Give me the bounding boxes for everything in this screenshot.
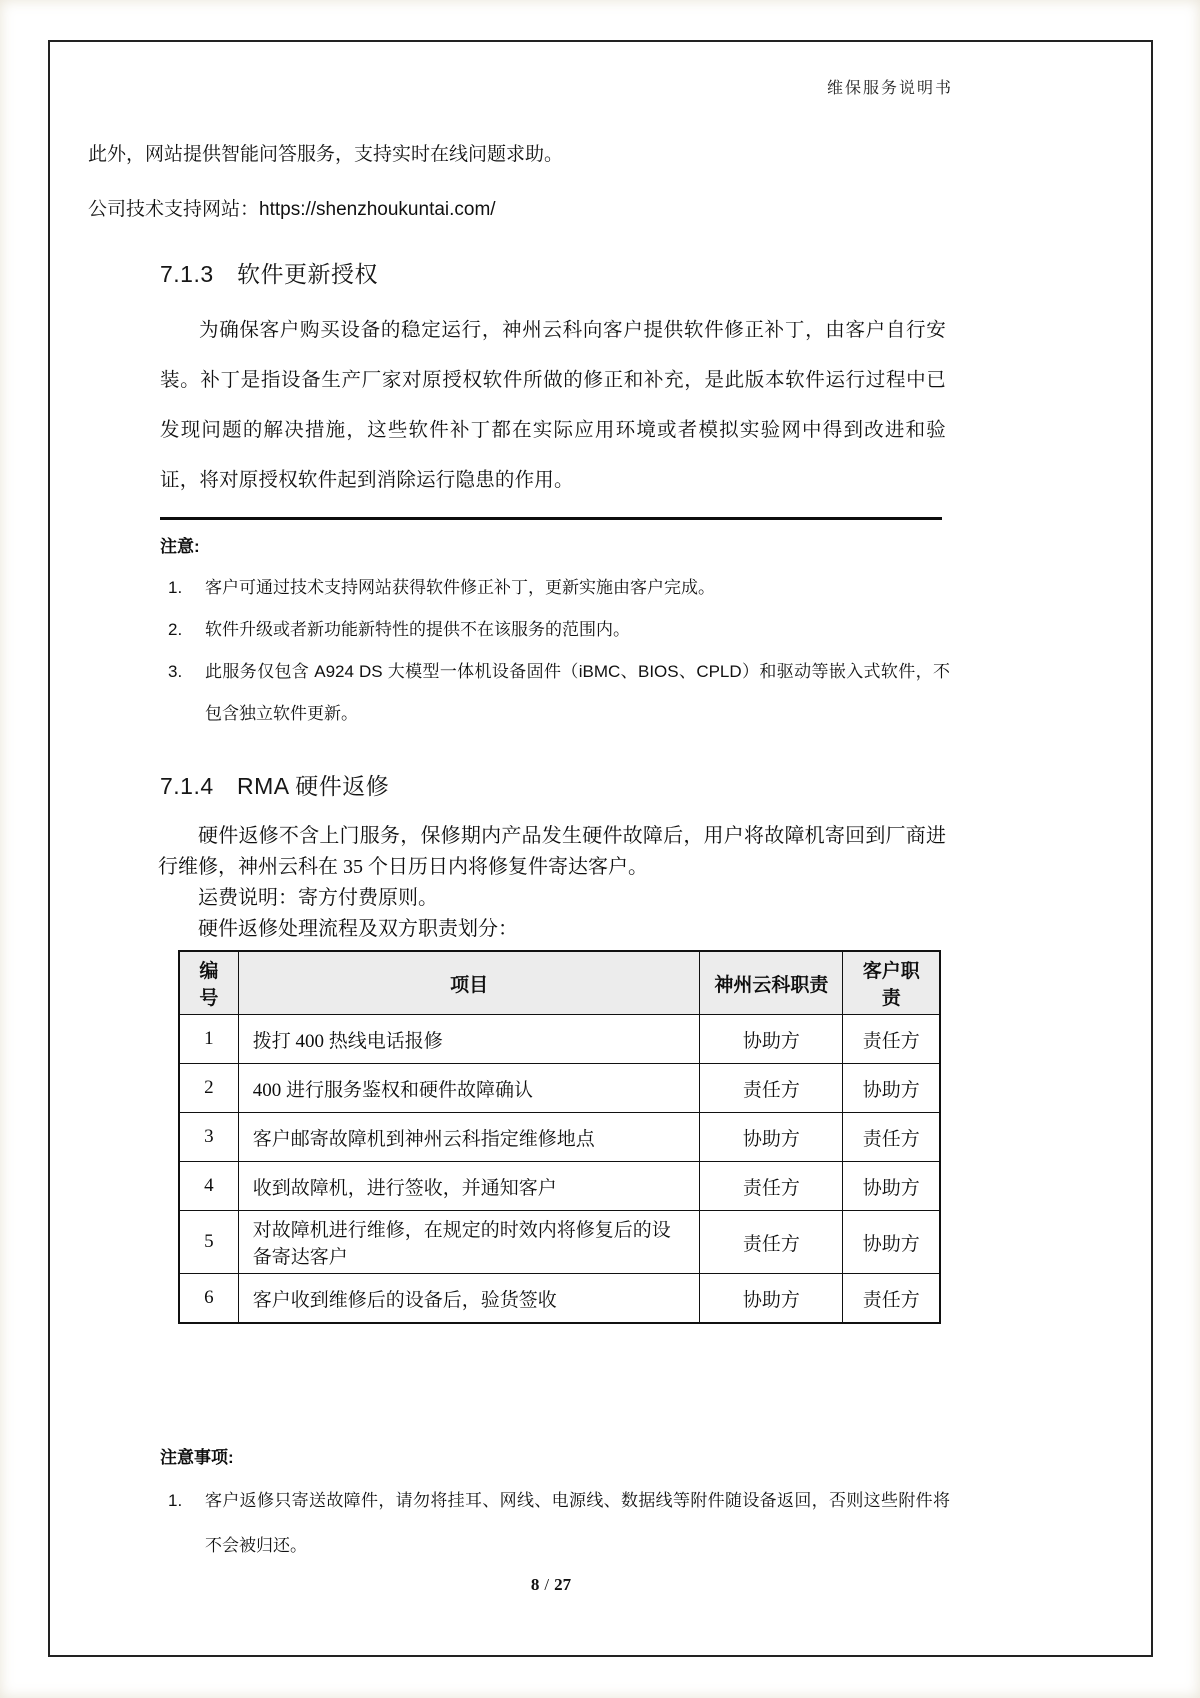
table-header-cell: 编号 [179, 951, 238, 1015]
table-header-cell: 项目 [238, 951, 700, 1015]
note-item-text: 客户可通过技术支持网站获得软件修正补丁，更新实施由客户完成。 [205, 578, 715, 597]
cell-item: 客户邮寄故障机到神州云科指定维修地点 [238, 1113, 700, 1162]
section-heading-714 [160, 771, 1151, 801]
cell-number: 6 [179, 1274, 238, 1324]
table-row [179, 1162, 940, 1211]
heading-title: 软件更新授权 [237, 261, 378, 287]
cell-customer-role: 协助方 [843, 1064, 940, 1113]
table-row [179, 1064, 940, 1113]
table-row [179, 1211, 940, 1274]
cell-customer-role: 协助方 [843, 1211, 940, 1274]
intro-paragraph-2: 公司技术支持网站：https://shenzhoukuntai.com/ [88, 199, 496, 220]
rma-paragraph-1: 硬件返修不含上门服务，保修期内产品发生硬件故障后，用户将故障机寄回到厂商进行维修，神州云科在 35 个日历日内将修复件寄达客户。 [158, 825, 946, 878]
table-row [179, 1274, 940, 1324]
table-header-row [179, 951, 940, 1015]
page-number-total: 27 [554, 1575, 572, 1594]
page-border [48, 40, 1153, 1657]
note-item [160, 567, 950, 609]
cell-item: 收到故障机，进行签收，并通知客户 [238, 1162, 700, 1211]
note-item [160, 651, 950, 735]
rule-divider [160, 517, 942, 520]
note-list-713 [160, 567, 950, 735]
note-item-text: 客户返修只寄送故障件，请勿将挂耳、网线、电源线、数据线等附件随设备返回，否则这些附件将不会被归还。 [205, 1491, 950, 1555]
cell-number: 3 [179, 1113, 238, 1162]
notice-label: 注意事项: [160, 1448, 234, 1467]
note-item-number: 3. [168, 662, 183, 681]
page-number-separator: / [544, 1575, 550, 1594]
cell-customer-role: 责任方 [843, 1274, 940, 1324]
note-item-text: 软件升级或者新功能新特性的提供不在该服务的范围内。 [205, 620, 630, 639]
cell-item: 拨打 400 热线电话报修 [238, 1015, 700, 1064]
table-body [179, 1015, 940, 1324]
notice-list-714 [160, 1478, 950, 1568]
rma-table [178, 950, 941, 1324]
note-item-number: 1. [168, 1491, 183, 1510]
note-item [160, 1478, 950, 1568]
cell-number: 2 [179, 1064, 238, 1113]
heading-number: 7.1.3 [160, 261, 214, 287]
intro-paragraph-1: 此外，网站提供智能问答服务，支持实时在线问题求助。 [88, 144, 564, 165]
cell-number: 1 [179, 1015, 238, 1064]
table-row [179, 1113, 940, 1162]
cell-item: 400 进行服务鉴权和硬件故障确认 [238, 1064, 700, 1113]
cell-vendor-role: 责任方 [700, 1064, 843, 1113]
cell-vendor-role: 协助方 [700, 1274, 843, 1324]
note-item-text: 此服务仅包含 A924 DS 大模型一体机设备固件（iBMC、BIOS、CPLD）和驱动等嵌入式软件，不包含独立软件更新。 [205, 662, 950, 723]
heading-title: RMA 硬件返修 [237, 773, 390, 799]
note-item [160, 609, 950, 651]
note-item-number: 2. [168, 620, 183, 639]
cell-vendor-role: 协助方 [700, 1113, 843, 1162]
cell-number: 4 [179, 1162, 238, 1211]
table-header-cell: 客户职责 [843, 951, 940, 1015]
cell-vendor-role: 责任方 [700, 1211, 843, 1274]
doc-header-title: 维保服务说明书 [826, 80, 953, 97]
cell-customer-role: 责任方 [843, 1015, 940, 1064]
note-label: 注意: [160, 537, 200, 556]
table-row [179, 1015, 940, 1064]
rma-paragraph-2: 运费说明：寄方付费原则。 [198, 887, 438, 909]
section-heading-713 [160, 259, 1151, 289]
page-number [160, 1575, 942, 1595]
cell-vendor-role: 协助方 [700, 1015, 843, 1064]
cell-customer-role: 责任方 [843, 1113, 940, 1162]
note-item-number: 1. [168, 578, 183, 597]
cell-vendor-role: 责任方 [700, 1162, 843, 1211]
rma-paragraph-3: 硬件返修处理流程及双方职责划分： [198, 918, 518, 940]
cell-customer-role: 协助方 [843, 1162, 940, 1211]
cell-item: 对故障机进行维修，在规定的时效内将修复后的设备寄达客户 [238, 1211, 700, 1274]
page-number-current: 8 [530, 1575, 540, 1594]
cell-item: 客户收到维修后的设备后，验货签收 [238, 1274, 700, 1324]
table-header-cell: 神州云科职责 [700, 951, 843, 1015]
section-713-body: 为确保客户购买设备的稳定运行，神州云科向客户提供软件修正补丁，由客户自行安装。补丁是指设备生产厂家对原授权软件所做的修正和补充，是此版本软件运行过程中已发现问题的解决措施，这些软件补丁都在实际应用环境或者模拟实验网中得到改进和验证，将对原授权软件起到消除运行隐患的作用。 [160, 319, 946, 491]
heading-number: 7.1.4 [160, 773, 214, 799]
section-714-body [158, 821, 946, 945]
cell-number: 5 [179, 1211, 238, 1274]
